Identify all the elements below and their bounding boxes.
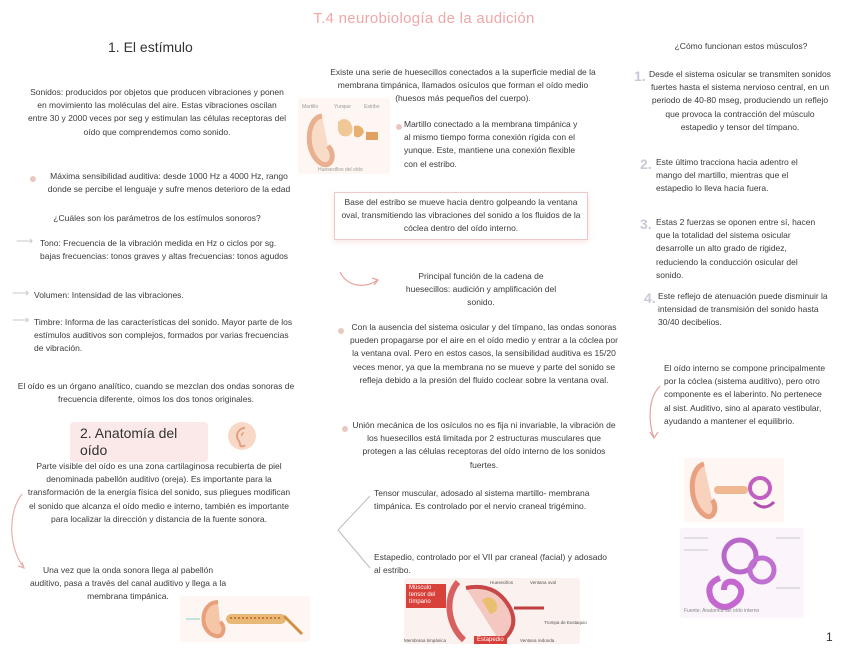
analitico-text: El oído es un órgano analítico, cuando se mezclan dos ondas sonoras de frecuencia diferente, oímos los dos tonos originales.: [17, 381, 295, 405]
middle-ear-muscles-illustration: [404, 578, 587, 644]
estribo-box: Base del estribo se mueve hacia dentro golpeando la ventana oval, transmitiendo las vibraciones del sonido a los fluidos de la cóclea dentro del oído interno.: [334, 192, 588, 240]
step-number: 3.: [640, 216, 652, 232]
step-text: Este último tracciona hacia adentro el mango del martillo, mientras que el estapedio lo lleva hacia fuera.: [656, 157, 798, 194]
tono-text: Tono: Frecuencia de la vibración medida en Hz o ciclos por sg. bajas frecuencias: tonos graves y altas frecuencias: tonos agudos: [40, 238, 289, 262]
martillo-text: Martillo conectado a la membrana timpánica y al mismo tiempo forma conexión rígida con el yunque. Este, mantiene una conexión flexible con el estribo.: [404, 119, 578, 169]
step-number: 2.: [640, 156, 652, 172]
volumen-text: Volumen: Intensidad de las vibraciones.: [34, 290, 184, 300]
step-text: Estas 2 fuerzas se oponen entre sí, hacen que la totalidad del sistema osicular desarrolle un alto grado de rigidez, reduciendo la conducción osicular del sonido.: [656, 217, 816, 280]
figure-caption: Fuente: Anatomía del oído interno: [684, 608, 760, 614]
step-text: Este reflejo de atenuación puede disminuir la intensidad de transmisión del sonido hasta 30/40 decibelios.: [658, 291, 828, 328]
fig-label: Huesecillos del oído: [318, 167, 363, 173]
outer-inner-ear-illustration: [684, 458, 784, 522]
canal-text: Una vez que la onda sonora llega al pabellón auditivo, pasa a través del canal auditivo y llega a la membrana timpánica.: [29, 565, 227, 602]
oido-interno-text: El oído interno se compone principalmente por la cóclea (sistema auditivo), pero otro componente es el laberinto. No pertenece al sist. Auditivo, sino al aparato vestibular, ayudando a mantener el equilibrio.: [664, 363, 826, 426]
inner-ear-labyrinth-illustration: [680, 528, 804, 618]
ausencia-text: Con la ausencia del sistema osicular y del tímpano, las ondas sonoras pueden propagarse por el aire en el oído medio y entrar a la cóclea por la ventana oval. Pero en estos casos, la sensibilidad auditiva es 15/20 veces menor, ya que la membrana no se mueve y parte del sonido se refleja debido a la presión del fluido coclear sobre la ventana oval.: [350, 322, 618, 385]
section-1-heading: 1. El estímulo: [108, 39, 193, 55]
ear-canal-illustration: [180, 596, 310, 642]
step-number: 4.: [644, 290, 656, 306]
curved-arrow-icon: [338, 266, 382, 290]
stimulus-intro: Sonidos: producidos por objetos que producen vibraciones y ponen en movimiento las moléculas del aire. Estas vibraciones oscilan entre 30 y 2000 veces por seg y estimulan las células receptoras del oído que comprendemos como sonido.: [28, 87, 286, 137]
bullet-dot: [396, 124, 402, 130]
fig-label-tensor: Músculo tensor del tímpano: [406, 584, 446, 608]
union-text: Unión mecánica de los osículos no es fija ni invariable, la vibración de los huesecillos está limitada por 2 estructuras musculares que protegen a las células receptoras del oído interno de los sonidos fuertes.: [352, 420, 616, 470]
fig-label: Yunque: [334, 104, 351, 110]
ossicles-illustration: [298, 98, 390, 174]
huesecillos-text: Existe una serie de huesecillos conectados a la superficie medial de la membrana timpánica, llamados osículos que forman el oído medio (huesos más pequeños del cuerpo).: [330, 67, 596, 104]
fig-label: Estribo: [364, 104, 380, 110]
bullet-dot: [342, 426, 348, 432]
timbre-text: Timbre: Informa de las características del sonido. Mayor parte de los estímulos auditivos son complejos, formados por varias frecuencias de vibración.: [34, 317, 293, 354]
arrow-right-icon: ⟶: [16, 234, 34, 248]
curved-arrow-icon: [646, 384, 662, 442]
fig-label-estapedio: Estapedio: [474, 636, 507, 644]
funcion-text: Principal función de la cadena de huesecillos: audición y amplificación del sonido.: [405, 271, 557, 308]
fig-label: Martillo: [302, 104, 319, 110]
parameters-question: ¿Cuáles son los parámetros de los estímulos sonoros?: [53, 213, 261, 223]
page-title: T.4 neurobiología de la audición: [313, 10, 535, 27]
page-number: 1: [826, 630, 833, 644]
fig-label: Ventana redonda: [520, 638, 555, 643]
fig-label: Trompa de Eustaquio: [544, 620, 587, 625]
fig-label: Huesecillos: [490, 580, 514, 585]
arrow-right-icon: ⟶: [12, 313, 30, 327]
bullet-dot: [30, 176, 36, 182]
bullet-dot: [338, 328, 344, 334]
estapedio-text: Estapedio, controlado por el VII par craneal (facial) y adosado al estribo.: [374, 552, 607, 576]
arrow-right-icon: ⟶: [12, 286, 30, 300]
ear-icon: [228, 422, 256, 450]
muscles-question: ¿Cómo funcionan estos músculos?: [674, 41, 808, 51]
bracket-lines-icon: [336, 494, 372, 574]
curved-arrow-icon: [6, 492, 26, 572]
fig-label: Membrana timpánica: [404, 638, 447, 643]
section-2-heading: 2. Anatomía del oído: [70, 422, 208, 462]
tensor-text: Tensor muscular, adosado al sistema martillo- membrana timpánica. Es controlado por el nervio craneal trigémino.: [374, 488, 590, 512]
anatomia-text: Parte visible del oído es una zona cartilaginosa recubierta de piel denominada pabellón auditivo (oreja). Es importante para la transformación de la energía física del sonido, sus pliegues modifican el sonido que alcanza el oído medio e interno, también es importante para localizar la dirección y distancia de la fuente sonora.: [27, 461, 291, 524]
fig-label: Ventana oval: [530, 580, 557, 585]
step-text: Desde el sistema osicular se transmiten sonidos fuertes hasta el sistema nervioso central, en un periodo de 40-80 mseg, produciendo un reflejo que provoca la contracción del músculo estapedio y tensor del tímpano.: [649, 69, 831, 132]
step-number: 1.: [634, 68, 646, 84]
sensitivity-text: Máxima sensibilidad auditiva: desde 1000 Hz a 4000 Hz, rango donde se percibe el lenguaje y sufre menos deterioro de la edad: [47, 171, 291, 195]
